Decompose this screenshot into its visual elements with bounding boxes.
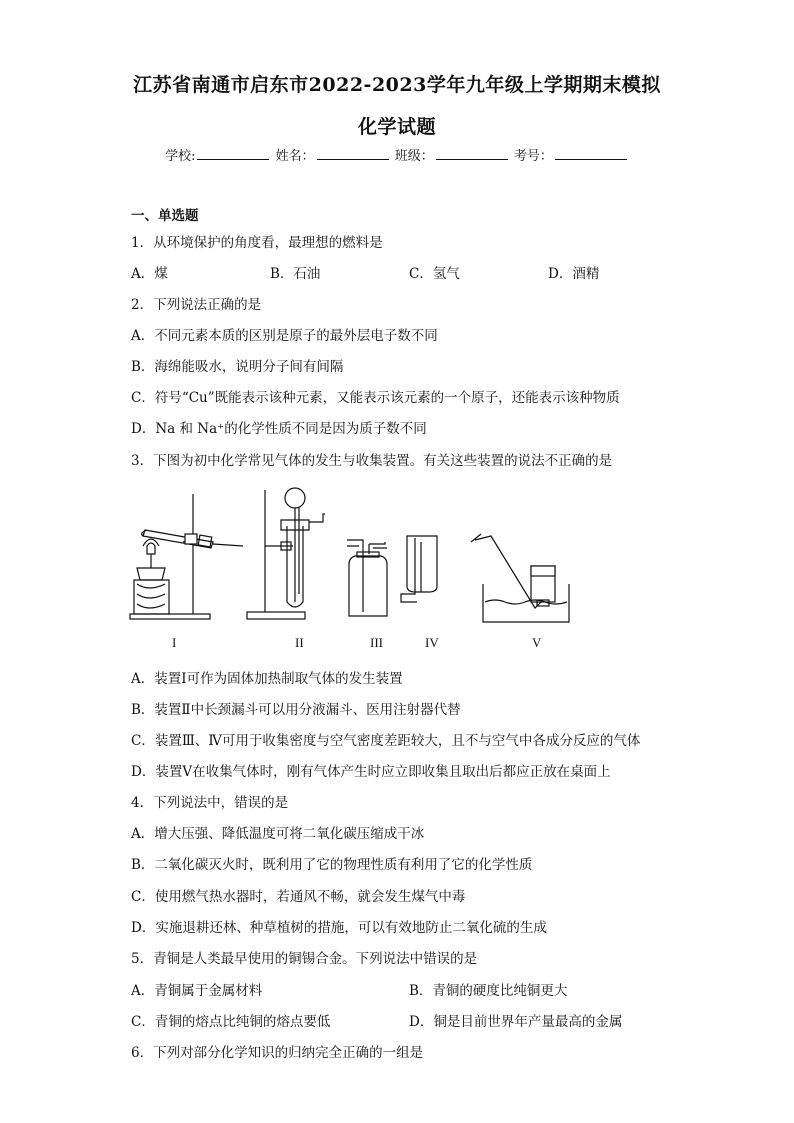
question-3-option-b: B．装置Ⅱ中长颈漏斗可以用分液漏斗、医用注射器代替	[131, 702, 461, 718]
question-1-option-b: B．石油	[270, 266, 321, 282]
number-label: 考号：	[513, 149, 553, 164]
class-label: 班级：	[394, 149, 434, 164]
school-blank	[197, 147, 269, 160]
question-5-option-d: D．铜是目前世界年产量最高的金属	[409, 1014, 623, 1030]
figure-label-v: V	[532, 635, 542, 650]
question-4-option-c: C．使用燃气热水器时，若通风不畅，就会发生煤气中毒	[131, 889, 466, 905]
exam-subtitle: 化学试题	[357, 116, 436, 138]
question-6-stem: 6．下列对部分化学知识的归纳完全正确的一组是	[131, 1045, 424, 1061]
question-4-option-d: D．实施退耕还林、种草植树的措施，可以有效地防止二氧化硫的生成	[131, 920, 547, 936]
question-5-option-b: B．青铜的硬度比纯铜更大	[409, 983, 568, 999]
question-2-stem: 2．下列说法正确的是	[131, 297, 262, 313]
section-title: 一、单选题	[131, 208, 199, 224]
student-info	[0, 145, 794, 164]
apparatus-i	[130, 494, 243, 619]
question-1-option-a: A．煤	[131, 266, 168, 282]
question-1-option-d: D．酒精	[548, 266, 600, 282]
apparatus-iii	[347, 540, 387, 616]
gas-apparatus-figure	[125, 484, 595, 632]
name-label: 姓名：	[275, 149, 315, 164]
question-4-stem: 4．下列说法中，错误的是	[131, 795, 289, 811]
question-2-option-a: A．不同元素本质的区别是原子的最外层电子数不同	[131, 328, 438, 344]
apparatus-v	[471, 534, 569, 622]
question-1-stem: 1．从环境保护的角度看，最理想的燃料是	[131, 235, 383, 251]
apparatus-ii	[247, 488, 325, 619]
figure-label-iv: IV	[425, 635, 439, 650]
question-3-option-d: D．装置Ⅴ在收集气体时，刚有气体产生时应立即收集且取出后都应正放在桌面上	[131, 764, 611, 780]
question-5-stem: 5．青铜是人类最早使用的铜锡合金。下列说法中错误的是	[131, 951, 478, 967]
question-2-option-d: D．Na 和 Na⁺的化学性质不同是因为质子数不同	[131, 421, 427, 437]
figure-label-i: I	[172, 635, 177, 650]
question-4-option-b: B．二氧化碳灭火时，既利用了它的物理性质有利用了它的化学性质	[131, 857, 533, 873]
question-4-option-a: A．增大压强、降低温度可将二氧化碳压缩成干冰	[131, 826, 425, 842]
question-5-option-a: A．青铜属于金属材料	[131, 983, 263, 999]
question-1-option-c: C．氢气	[409, 266, 460, 282]
question-2-option-b: B．海绵能吸水，说明分子间有间隔	[131, 359, 344, 375]
question-2-option-c: C．符号“Cu”既能表示该种元素，又能表示该元素的一个原子，还能表示该种物质	[131, 390, 620, 406]
name-blank	[317, 147, 389, 160]
figure-label-iii: III	[370, 635, 383, 650]
question-3-option-c: C．装置Ⅲ、Ⅳ可用于收集密度与空气密度差距较大，且不与空气中各成分反应的气体	[131, 733, 641, 749]
number-blank	[555, 147, 627, 160]
figure-label-ii: II	[295, 635, 304, 650]
school-label: 学校:	[165, 149, 196, 164]
class-blank	[436, 147, 508, 160]
apparatus-iv	[401, 536, 437, 602]
question-5-option-c: C．青铜的熔点比纯铜的熔点要低	[131, 1014, 331, 1030]
exam-title: 江苏省南通市启东市2022-2023学年九年级上学期期末模拟	[133, 74, 661, 96]
question-3-option-a: A．装置Ⅰ可作为固体加热制取气体的发生装置	[131, 671, 403, 687]
question-3-stem: 3．下图为初中化学常见气体的发生与收集装置。有关这些装置的说法不正确的是	[131, 453, 613, 469]
